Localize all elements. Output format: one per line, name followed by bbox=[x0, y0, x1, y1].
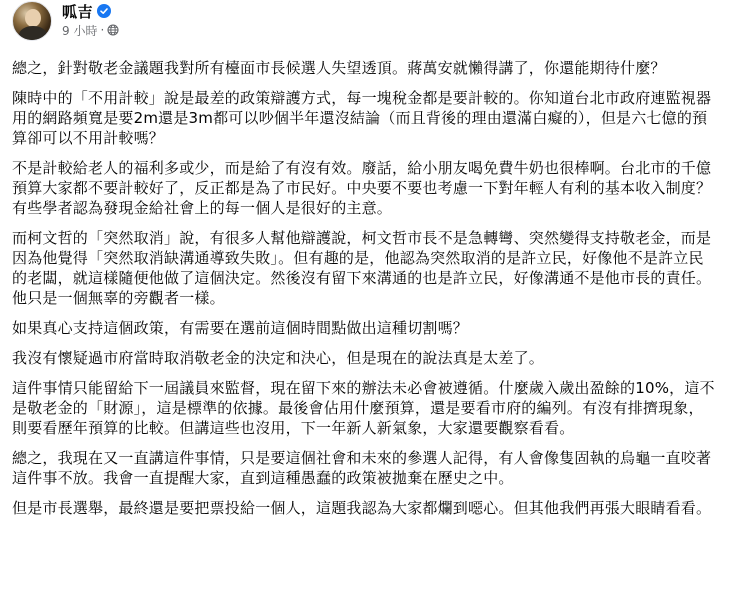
checkmark-icon bbox=[99, 6, 109, 16]
post-paragraph-2: 陳時中的「不用計較」說是最差的政策辯護方式，每一塊稅金都是要計較的。你知道台北市政府連監視器用的網路頻寬是要2m還是3m都可以吵個半年還沒結論（而且背後的理由還滿白癡的），但是六七億的預算卻可以不用計較嗎？ bbox=[12, 89, 712, 147]
post-paragraph-5: 如果真心支持這個政策，有需要在選前這個時間點做出這種切割嗎？ bbox=[12, 319, 469, 337]
post-paragraph-6: 我沒有懷疑過市府當時取消敬老金的決定和決心，但是現在的說法真是太差了。 bbox=[12, 349, 545, 367]
author-name[interactable]: 呱吉 bbox=[62, 2, 94, 21]
separator-dot: · bbox=[100, 23, 105, 37]
post-meta bbox=[62, 1, 119, 38]
post-paragraph-9: 但是市長選舉，最終還是要把票投給一個人，這題我認為大家都爛到噁心。但其他我們再張大眼睛看看。 bbox=[12, 499, 712, 517]
globe-icon[interactable] bbox=[107, 24, 119, 36]
post-subline bbox=[62, 22, 119, 38]
post-header bbox=[12, 0, 119, 41]
avatar-face bbox=[25, 9, 41, 27]
post-timestamp[interactable]: 9 小時 bbox=[62, 23, 98, 38]
author-row bbox=[62, 1, 119, 21]
avatar[interactable] bbox=[12, 1, 52, 41]
post-paragraph-4: 而柯文哲的「突然取消」說，有很多人幫他辯護說，柯文哲市長不是急轉彎、突然變得支持敬老金，而是因為他覺得「突然取消缺溝通導致失敗」。但有趣的是，他認為突然取消的是許立民，好像他不是許立民的老闆，就這樣隨便他做了這個決定。然後沒有留下來溝通的也是許立民，好像溝通不是他市長的責任。他只是一個無辜的旁觀者一樣。 bbox=[12, 229, 712, 307]
post-body bbox=[12, 58, 715, 528]
post-paragraph-7: 這件事情只能留給下一屆議員來監督，現在留下來的辦法未必會被遵循。什麼歲入歲出盈餘的10%，這不是敬老金的「財源」，這是標準的依據。最後會佔用什麼預算，還是要看市府的編列。有沒有排擠現象，則要看歷年預算的比較。但講這些也沒用，下一年新人新氣象，大家還要觀察看看。 bbox=[12, 379, 715, 437]
post-paragraph-3: 不是計較給老人的福利多或少，而是給了有沒有效。廢話，給小朋友喝免費牛奶也很棒啊。台北市的千億預算大家都不要計較好了，反正都是為了市民好。中央要不要也考慮一下對年輕人有利的基本收入制度？有些學者認為發現金給社會上的每一個人是很好的主意。 bbox=[12, 159, 712, 217]
verified-badge-icon bbox=[97, 4, 111, 18]
avatar-body bbox=[19, 26, 47, 41]
post-paragraph-1: 總之，針對敬老金議題我對所有檯面市長候選人失望透頂。蔣萬安就懶得講了，你還能期待什麼？ bbox=[12, 59, 666, 77]
post-paragraph-8: 總之，我現在又一直講這件事情，只是要這個社會和未來的參選人記得，有人會像隻固執的烏龜一直咬著這件事不放。我會一直提醒大家，直到這種愚蠢的政策被拋棄在歷史之中。 bbox=[12, 449, 712, 487]
